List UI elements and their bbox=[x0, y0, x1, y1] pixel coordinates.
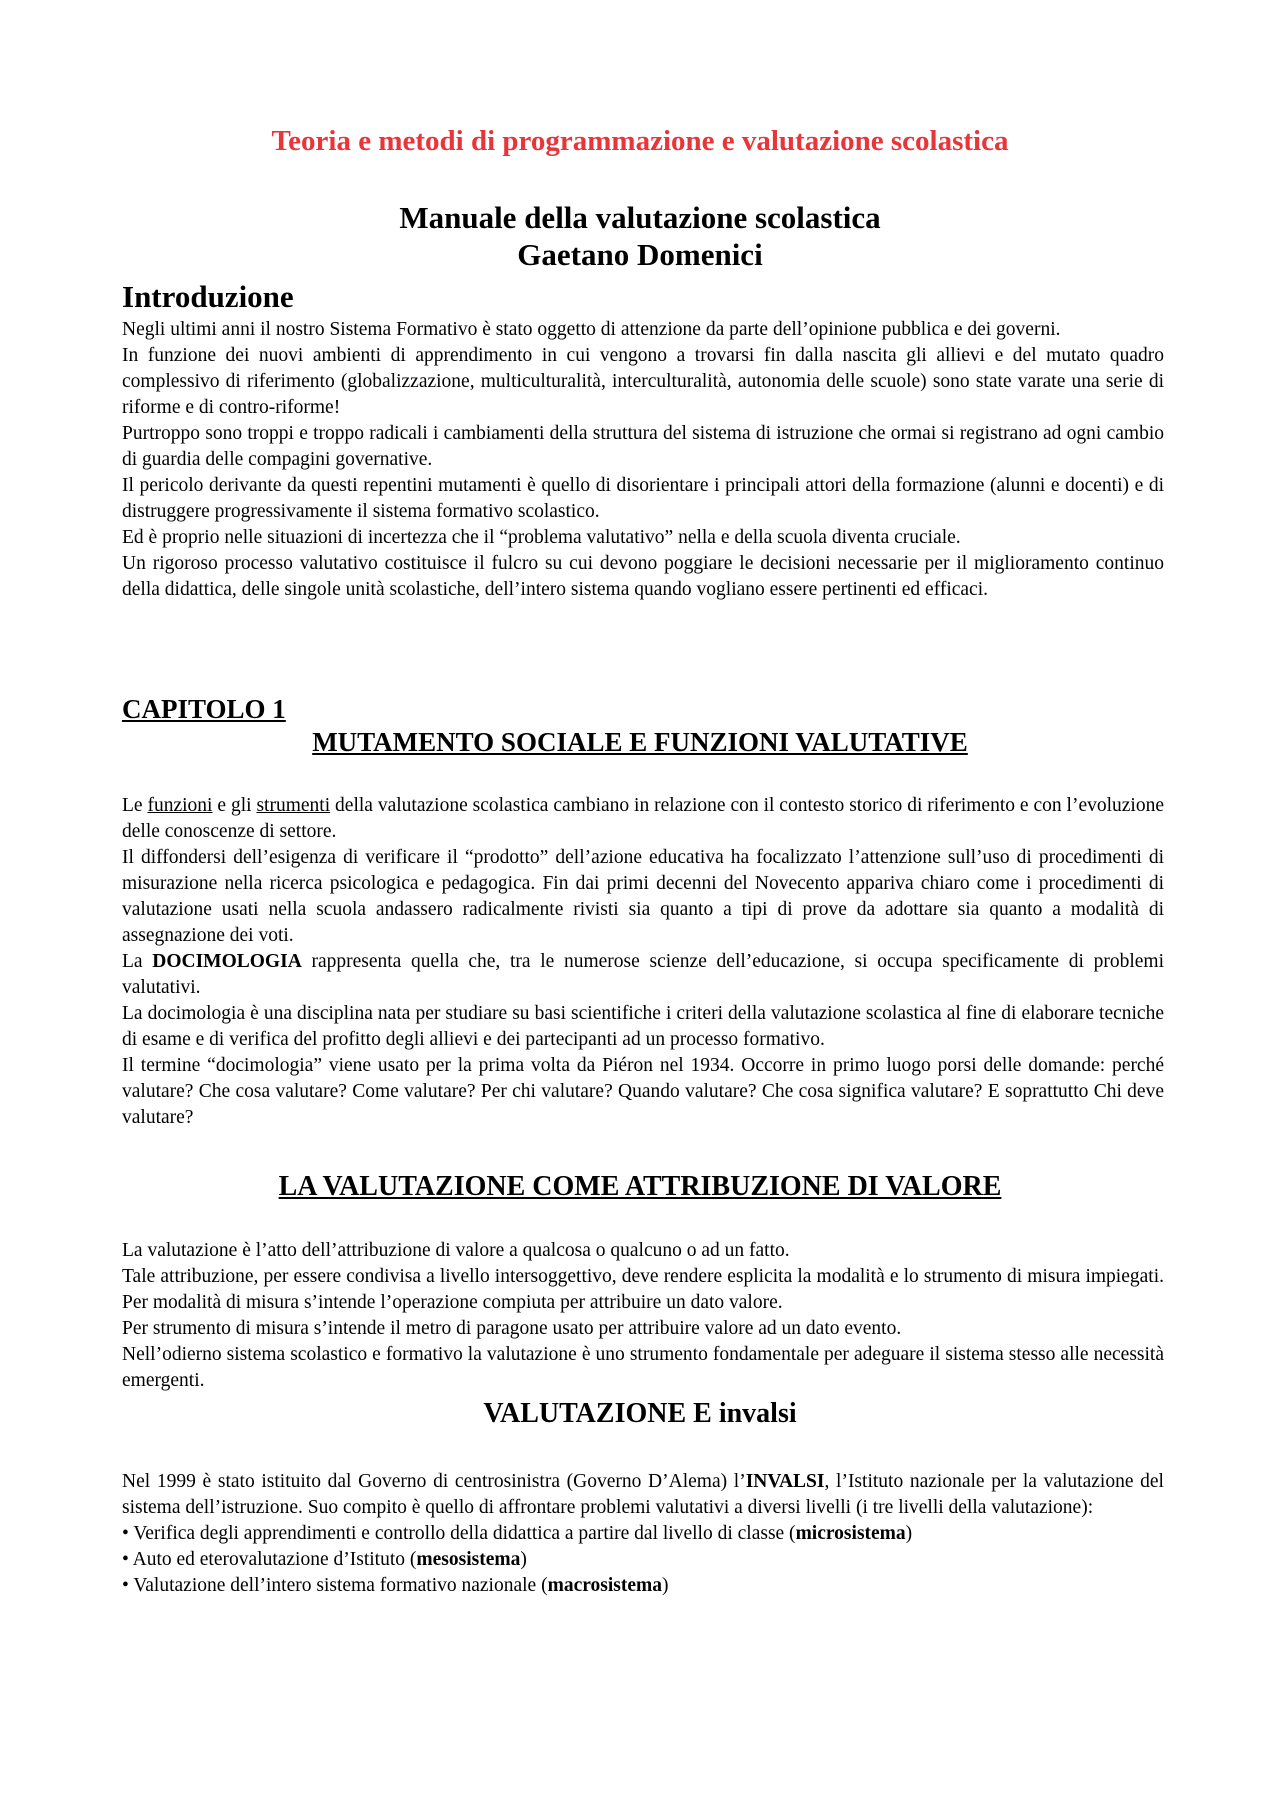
list-item: • Auto ed eterovalutazione d’Istituto (mesosistema) bbox=[122, 1549, 527, 1570]
bold-term: microsistema bbox=[795, 1523, 906, 1544]
course-title: Teoria e metodi di programmazione e valutazione scolastica bbox=[271, 125, 1009, 157]
underlined-term: funzioni bbox=[147, 795, 213, 816]
book-author: Gaetano Domenici bbox=[517, 237, 763, 272]
list-item: • Valutazione dell’intero sistema formativo nazionale (macrosistema) bbox=[122, 1575, 669, 1596]
paragraph: Per strumento di misura s’intende il metro di paragone usato per attribuire valore ad un dato evento. bbox=[122, 1318, 902, 1339]
list-item: • Verifica degli apprendimenti e controllo della didattica a partire dal livello di classe (microsistema) bbox=[122, 1523, 913, 1544]
paragraph: Ed è proprio nelle situazioni di incertezza che il “problema valutativo” nella e della scuola diventa cruciale. bbox=[122, 527, 961, 548]
section-valore-body bbox=[122, 1238, 1164, 1394]
book-title: Manuale della valutazione scolastica bbox=[399, 200, 881, 235]
section-invalsi-body bbox=[122, 1469, 1164, 1599]
paragraph: Il diffondersi dell’esigenza di verificare il “prodotto” dell’azione educativa ha focalizzato l’attenzione sull’uso di procedimenti di misurazione nella ricerca psicologica e pedagogica. Fin dai primi decenni del Novecento appariva chiaro come i procedimenti di valutazione usati nella scuola andassero radicalmente rivisti sia quanto a tipi di prove da adottare sia quanto a modalità di assegnazione dei voti. bbox=[122, 847, 1164, 946]
intro-body bbox=[122, 317, 1164, 603]
paragraph: La valutazione è l’atto dell’attribuzione di valore a qualcosa o qualcuno o ad un fatto. bbox=[122, 1240, 790, 1261]
bold-term: INVALSI bbox=[745, 1471, 825, 1492]
chapter-label: CAPITOLO 1 bbox=[122, 694, 286, 724]
section-title-valore: LA VALUTAZIONE COME ATTRIBUZIONE DI VALORE bbox=[278, 1171, 1002, 1202]
underlined-term: strumenti bbox=[256, 795, 331, 816]
chapter-title: MUTAMENTO SOCIALE E FUNZIONI VALUTATIVE bbox=[312, 727, 968, 757]
bold-term: mesosistema bbox=[416, 1549, 521, 1570]
paragraph: La DOCIMOLOGIA rappresenta quella che, tra le numerose scienze dell’educazione, si occupa specificamente di problemi valutativi. bbox=[122, 951, 1165, 998]
book-title-block bbox=[0, 199, 1280, 273]
paragraph: Nel 1999 è stato istituito dal Governo di centrosinistra (Governo D’Alema) l’INVALSI, l’Istituto nazionale per la valutazione del sistema dell’istruzione. Suo compito è quello di affrontare problemi valutativi a diversi livelli (i tre livelli della valutazione): bbox=[122, 1471, 1164, 1518]
paragraph: Tale attribuzione, per essere condivisa a livello intersoggettivo, deve rendere esplicita la modalità e lo strumento di misura impiegati. Per modalità di misura s’intende l’operazione compiuta per attribuire un dato valore. bbox=[122, 1266, 1164, 1313]
paragraph: Un rigoroso processo valutativo costituisce il fulcro su cui devono poggiare le decisioni necessarie per il miglioramento continuo della didattica, delle singole unità scolastiche, dell’intero sistema quando vogliano essere pertinenti ed efficaci. bbox=[122, 553, 1164, 600]
paragraph: Negli ultimi anni il nostro Sistema Formativo è stato oggetto di attenzione da parte dell’opinione pubblica e dei governi. bbox=[122, 319, 1061, 340]
chapter1-body bbox=[122, 793, 1164, 1131]
paragraph: Nell’odierno sistema scolastico e formativo la valutazione è uno strumento fondamentale per adeguare il sistema stesso alle necessità emergenti. bbox=[122, 1344, 1164, 1391]
paragraph: La docimologia è una disciplina nata per studiare su basi scientifiche i criteri della valutazione scolastica al fine di elaborare tecniche di esame e di verifica del profitto degli allievi e dei partecipanti ad un processo formativo. bbox=[122, 1003, 1164, 1050]
paragraph: In funzione dei nuovi ambienti di apprendimento in cui vengono a trovarsi fin dalla nascita gli allievi e del mutato quadro complessivo di riferimento (globalizzazione, multiculturalità, interculturalità, autonomia delle scuole) sono state varate una serie di riforme e di contro-riforme! bbox=[122, 345, 1164, 418]
intro-heading: Introduzione bbox=[122, 279, 294, 314]
paragraph: Il termine “docimologia” viene usato per la prima volta da Piéron nel 1934. Occorre in primo luogo porsi delle domande: perché valutare? Che cosa valutare? Come valutare? Per chi valutare? Quando valutare? Che cosa significa valutare? E soprattutto Chi deve valutare? bbox=[122, 1055, 1164, 1128]
paragraph: Le funzioni e gli strumenti della valutazione scolastica cambiano in relazione con il contesto storico di riferimento e con l’evoluzione delle conoscenze di settore. bbox=[122, 795, 1164, 842]
section-title-invalsi: VALUTAZIONE E invalsi bbox=[483, 1398, 797, 1429]
bold-term: macrosistema bbox=[547, 1575, 663, 1596]
paragraph: Il pericolo derivante da questi repentini mutamenti è quello di disorientare i principali attori della formazione (alunni e docenti) e di distruggere progressivamente il sistema formativo scolastico. bbox=[122, 475, 1164, 522]
bold-term: DOCIMOLOGIA bbox=[152, 951, 302, 972]
paragraph: Purtroppo sono troppi e troppo radicali i cambiamenti della struttura del sistema di istruzione che ormai si registrano ad ogni cambio di guardia delle compagini governative. bbox=[122, 423, 1164, 470]
